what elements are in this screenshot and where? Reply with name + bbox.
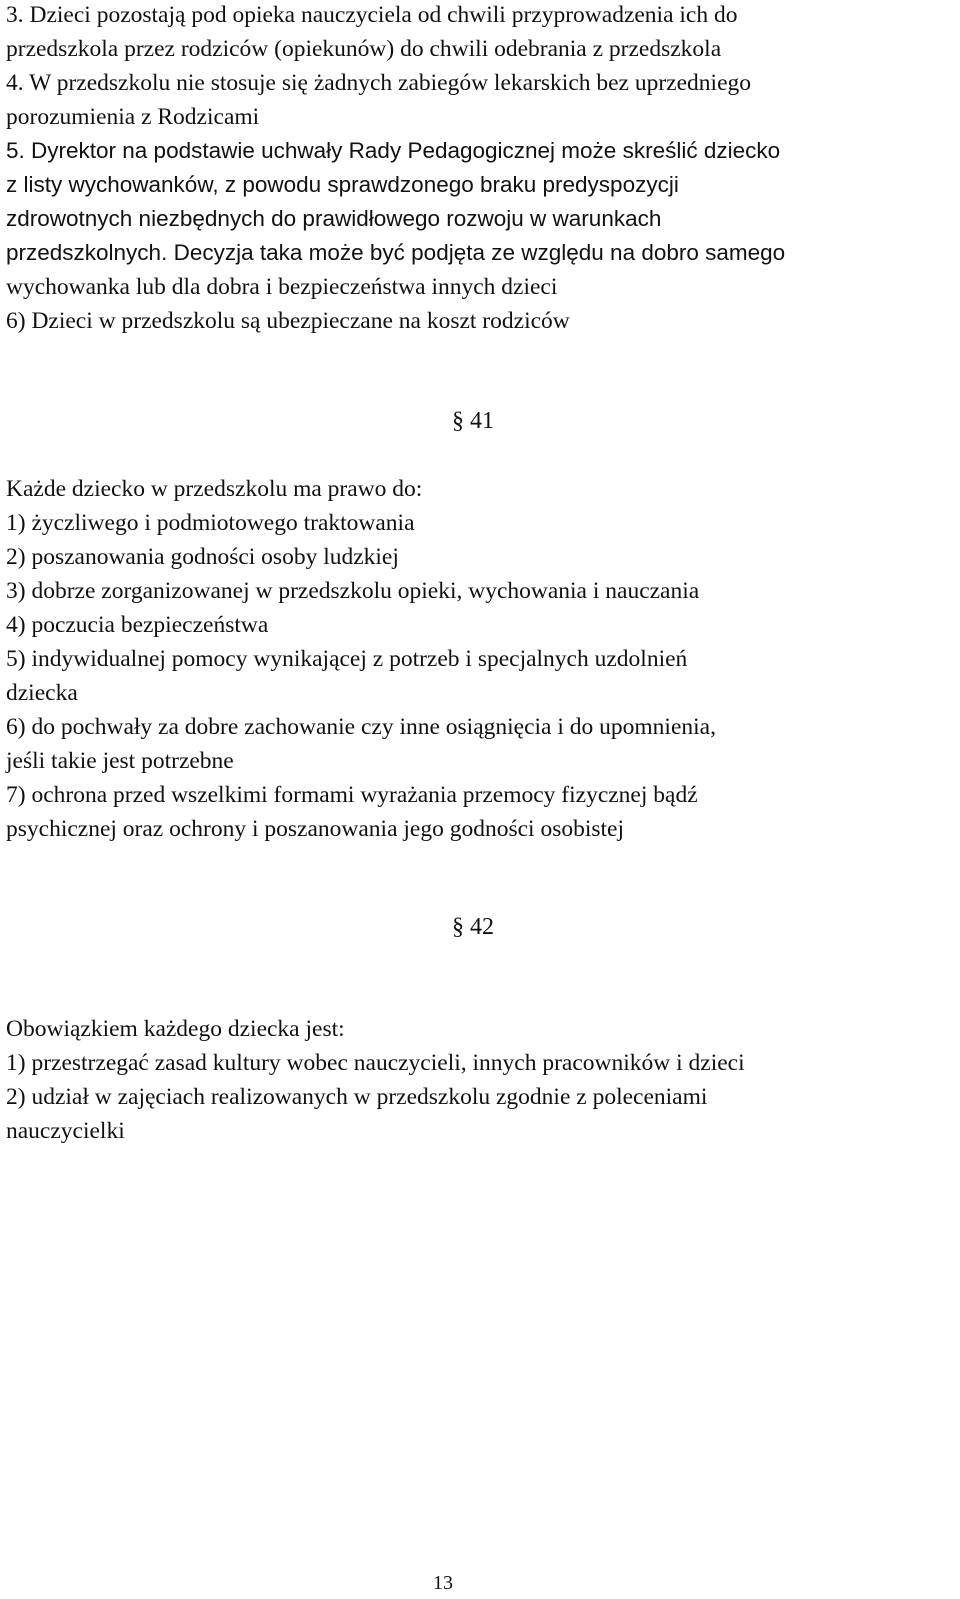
list-item-cont: nauczycielki (6, 1118, 125, 1144)
section-heading-42: § 42 (452, 914, 494, 940)
page-number (0, 1570, 960, 1596)
list-item: 4) poczucia bezpieczeństwa (6, 612, 269, 638)
text-line: 5. Dyrektor na podstawie uchwały Rady Pedagogicznej może skreślić dziecko (6, 138, 781, 163)
text-line: wychowanka lub dla dobra i bezpieczeństwa innych dzieci (6, 274, 558, 300)
list-item-cont: dziecka (6, 680, 78, 706)
page-number-text: 13 (433, 1572, 453, 1594)
text-line: zdrowotnych niezbędnych do prawidłowego rozwoju w warunkach (6, 206, 662, 231)
text-line: przedszkolnych. Decyzja taka może być podjęta ze względu na dobro samego (6, 240, 786, 265)
list-item: 2) poszanowania godności osoby ludzkiej (6, 544, 399, 570)
text-line: Każde dziecko w przedszkolu ma prawo do: (6, 476, 423, 502)
paragraph-5-cont (6, 270, 956, 338)
list-item: 6) do pochwały za dobre zachowanie czy inne osiągnięcia i do upomnienia, (6, 714, 716, 740)
text-line: przedszkola przez rodziców (opiekunów) do chwili odebrania z przedszkola (6, 36, 722, 62)
text-line: 6) Dzieci w przedszkolu są ubezpieczane na koszt rodziców (6, 308, 570, 334)
paragraph-3 (6, 0, 956, 66)
list-item: 5) indywidualnej pomocy wynikającej z potrzeb i specjalnych uzdolnień (6, 646, 688, 672)
list-item: 3) dobrze zorganizowanej w przedszkolu opieki, wychowania i nauczania (6, 578, 700, 604)
list-item: 1) życzliwego i podmiotowego traktowania (6, 510, 415, 536)
text-line: 4. W przedszkolu nie stosuje się żadnych zabiegów lekarskich bez uprzedniego (6, 70, 752, 96)
text-line: z listy wychowanków, z powodu sprawdzonego braku predyspozycji (6, 172, 679, 197)
section-42-body (6, 1012, 956, 1148)
list-item: 1) przestrzegać zasad kultury wobec nauczycieli, innych pracowników i dzieci (6, 1050, 745, 1076)
section-heading-41: § 41 (452, 408, 494, 434)
list-item-cont: jeśli takie jest potrzebne (6, 748, 234, 774)
text-line: Obowiązkiem każdego dziecka jest: (6, 1016, 345, 1042)
list-item-cont: psychicznej oraz ochrony i poszanowania jego godności osobistej (6, 816, 625, 842)
list-item: 7) ochrona przed wszelkimi formami wyrażania przemocy fizycznej bądź (6, 782, 698, 808)
paragraph-5 (6, 134, 956, 270)
text-line: porozumienia z Rodzicami (6, 104, 260, 130)
text-line: 3. Dzieci pozostają pod opieka nauczyciela od chwili przyprowadzenia ich do (6, 2, 738, 28)
section-41-body (6, 472, 956, 846)
paragraph-4 (6, 66, 956, 134)
list-item: 2) udział w zajęciach realizowanych w przedszkolu zgodnie z poleceniami (6, 1084, 708, 1110)
